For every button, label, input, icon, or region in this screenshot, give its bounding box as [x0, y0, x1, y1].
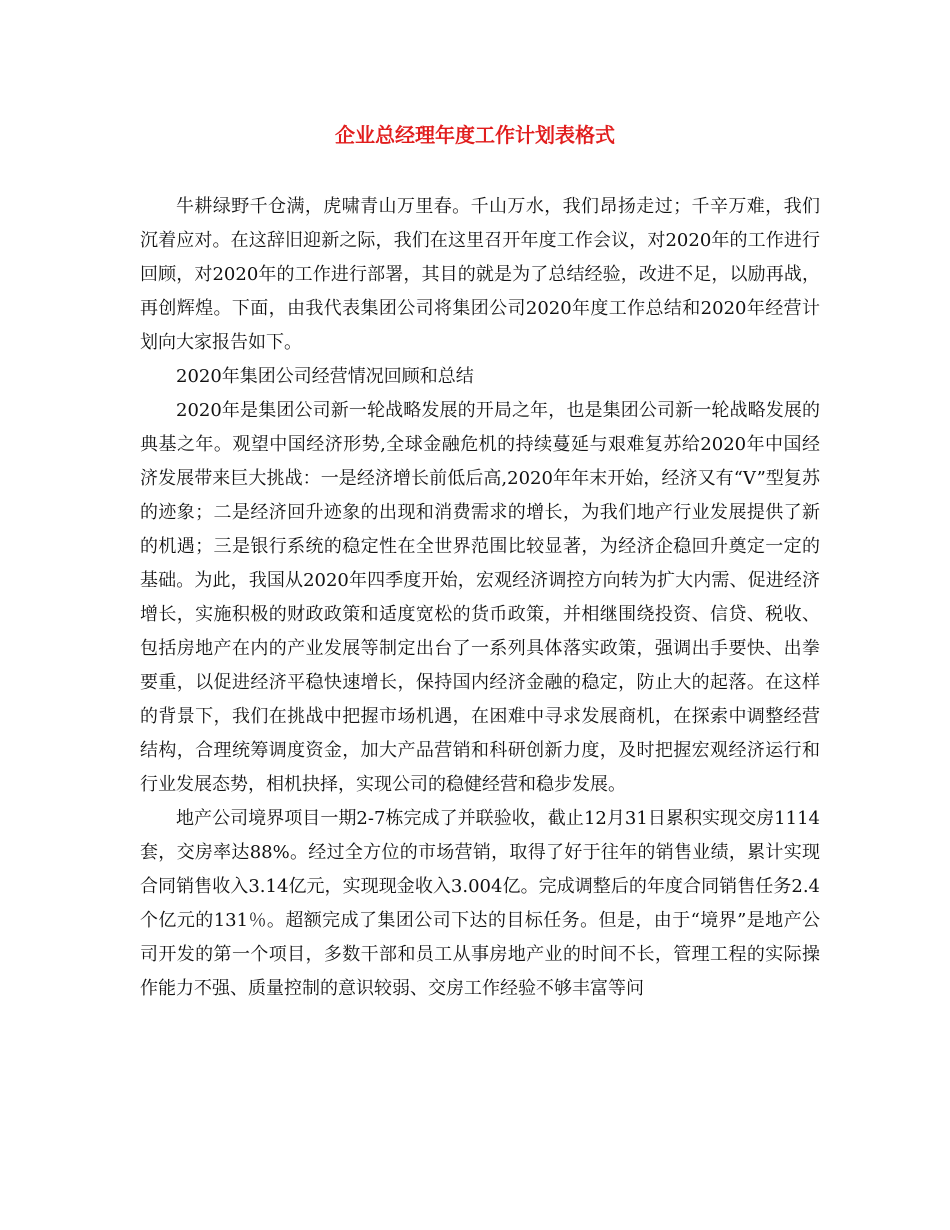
paragraph-real-estate: 地产公司境界项目一期2-7栋完成了并联验收，截止12月31日累积实现交房1114套，交房率达88%。经过全方位的市场营销，取得了好于往年的销售业绩，累计实现合同销售收入3.14亿元，实现现金收入3.004亿。完成调整后的年度合同销售任务2.4个亿元的131％。超额完成了集团公司下达的目标任务。但是，由于“境界”是地产公司开发的第一个项目，多数干部和员工从事房地产业的时间不长，管理工程的实际操作能力不强、质量控制的意识较弱、交房工作经验不够丰富等问 [140, 808, 820, 999]
paragraph-intro: 牛耕绿野千仓满，虎啸青山万里春。千山万水，我们昂扬走过；千辛万难，我们沉着应对。在这辞旧迎新之际，我们在这里召开年度工作会议，对2020年的工作进行回顾，对2020年的工作进行部署，其目的就是为了总结经验，改进不足，以励再战，再创辉煌。下面，由我代表集团公司将集团公司2020年度工作总结和2020年经营计划向大家报告如下。 [140, 196, 820, 353]
paragraph-review: 2020年是集团公司新一轮战略发展的开局之年，也是集团公司新一轮战略发展的典基之年。观望中国经济形势,全球金融危机的持续蔓延与艰难复苏给2020年中国经济发展带来巨大挑战：一是经济增长前低后高,2020年年末开始，经济又有“V”型复苏的迹象；二是经济回升迹象的出现和消费需求的增长，为我们地产行业发展提供了新的机遇；三是银行系统的稳定性在全世界范围比较显著，为经济企稳回升奠定一定的基础。为此，我国从2020年四季度开始，宏观经济调控方向转为扩大内需、促进经济增长，实施积极的财政政策和适度宽松的货币政策，并相继围绕投资、信贷、税收、包括房地产在内的产业发展等制定出台了一系列具体落实政策，强调出手要快、出拳要重，以促进经济平稳快速增长，保持国内经济金融的稳定，防止大的起落。在这样的背景下，我们在挑战中把握市场机遇，在困难中寻求发展商机，在探索中调整经营结构，合理统筹调度资金，加大产品营销和科研创新力度，及时把握宏观经济运行和行业发展态势，相机抉择，实现公司的稳健经营和稳步发展。 [140, 400, 820, 795]
document-body [140, 190, 820, 1006]
document-title: 企业总经理年度工作计划表格式 [335, 123, 615, 147]
section-heading: 2020年集团公司经营情况回顾和总结 [176, 366, 474, 387]
